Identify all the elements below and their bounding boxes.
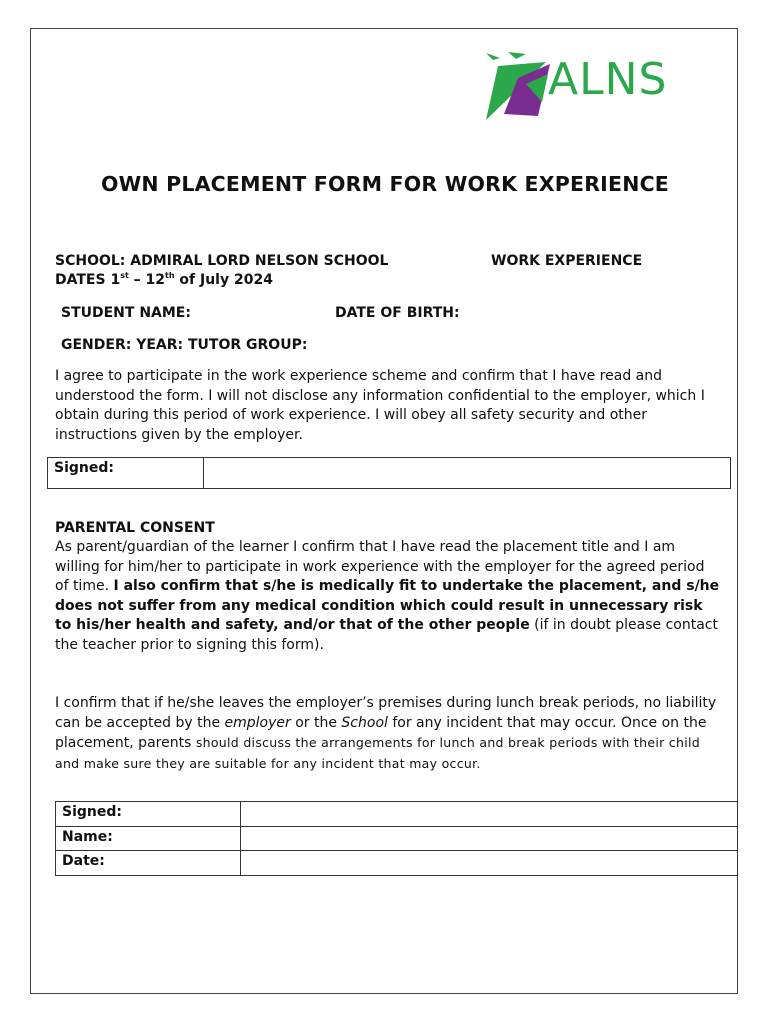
page-title: OWN PLACEMENT FORM FOR WORK EXPERIENCE <box>100 172 670 196</box>
school-line: SCHOOL: ADMIRAL LORD NELSON SCHOOL <box>55 253 389 269</box>
parent-name-field[interactable] <box>241 827 738 851</box>
parent-name-label: Name: <box>56 827 241 851</box>
parent-signature-field[interactable] <box>241 802 738 827</box>
parent-signed-label: Signed: <box>56 802 241 827</box>
logo-text: ALNS <box>548 54 668 105</box>
agreement-text: I agree to participate in the work experience scheme and confirm that I have read and understood the form. I will not disclose any information confidential to the employer, which I obtain during this period of work experience. I will obey all safety security and other instructions given by the employer. <box>55 368 705 443</box>
parent-date-field[interactable] <box>241 851 738 876</box>
date-of-birth-label: DATE OF BIRTH: <box>335 305 460 321</box>
parent-signature-table <box>55 801 738 876</box>
work-experience-label: WORK EXPERIENCE <box>491 253 643 269</box>
dates-line: DATES 1st – 12th of July 2024 <box>55 271 273 288</box>
student-name-label: STUDENT NAME: <box>61 305 191 321</box>
student-signature-field[interactable] <box>204 458 731 489</box>
parental-consent-heading: PARENTAL CONSENT <box>55 520 215 536</box>
parental-consent-text: As parent/guardian of the learner I confirm that I have read the placement title and I am willing for him/her to participate in work experience with the employer for the agreed period of time. I also confirm that s/he is medically fit to undertake the placement, and s/he does not suffer from any medical condition which could result in unnecessary risk to his/her health and safety, and/or that of the other people (if in doubt please contact the teacher prior to signing this form). <box>55 539 720 653</box>
liability-text: I confirm that if he/she leaves the employer’s premises during lunch break periods, no liability can be accepted by the employer or the School for any incident that may occur. Once on the placement, parents should discuss the arrangements for lunch and break periods with their child and make sure they are suitable for any incident that may occur. <box>55 695 717 771</box>
parent-date-label: Date: <box>56 851 241 876</box>
gender-year-tutor-label: GENDER: YEAR: TUTOR GROUP: <box>61 337 308 353</box>
student-signature-table <box>47 457 731 489</box>
student-signed-label: Signed: <box>48 458 204 489</box>
